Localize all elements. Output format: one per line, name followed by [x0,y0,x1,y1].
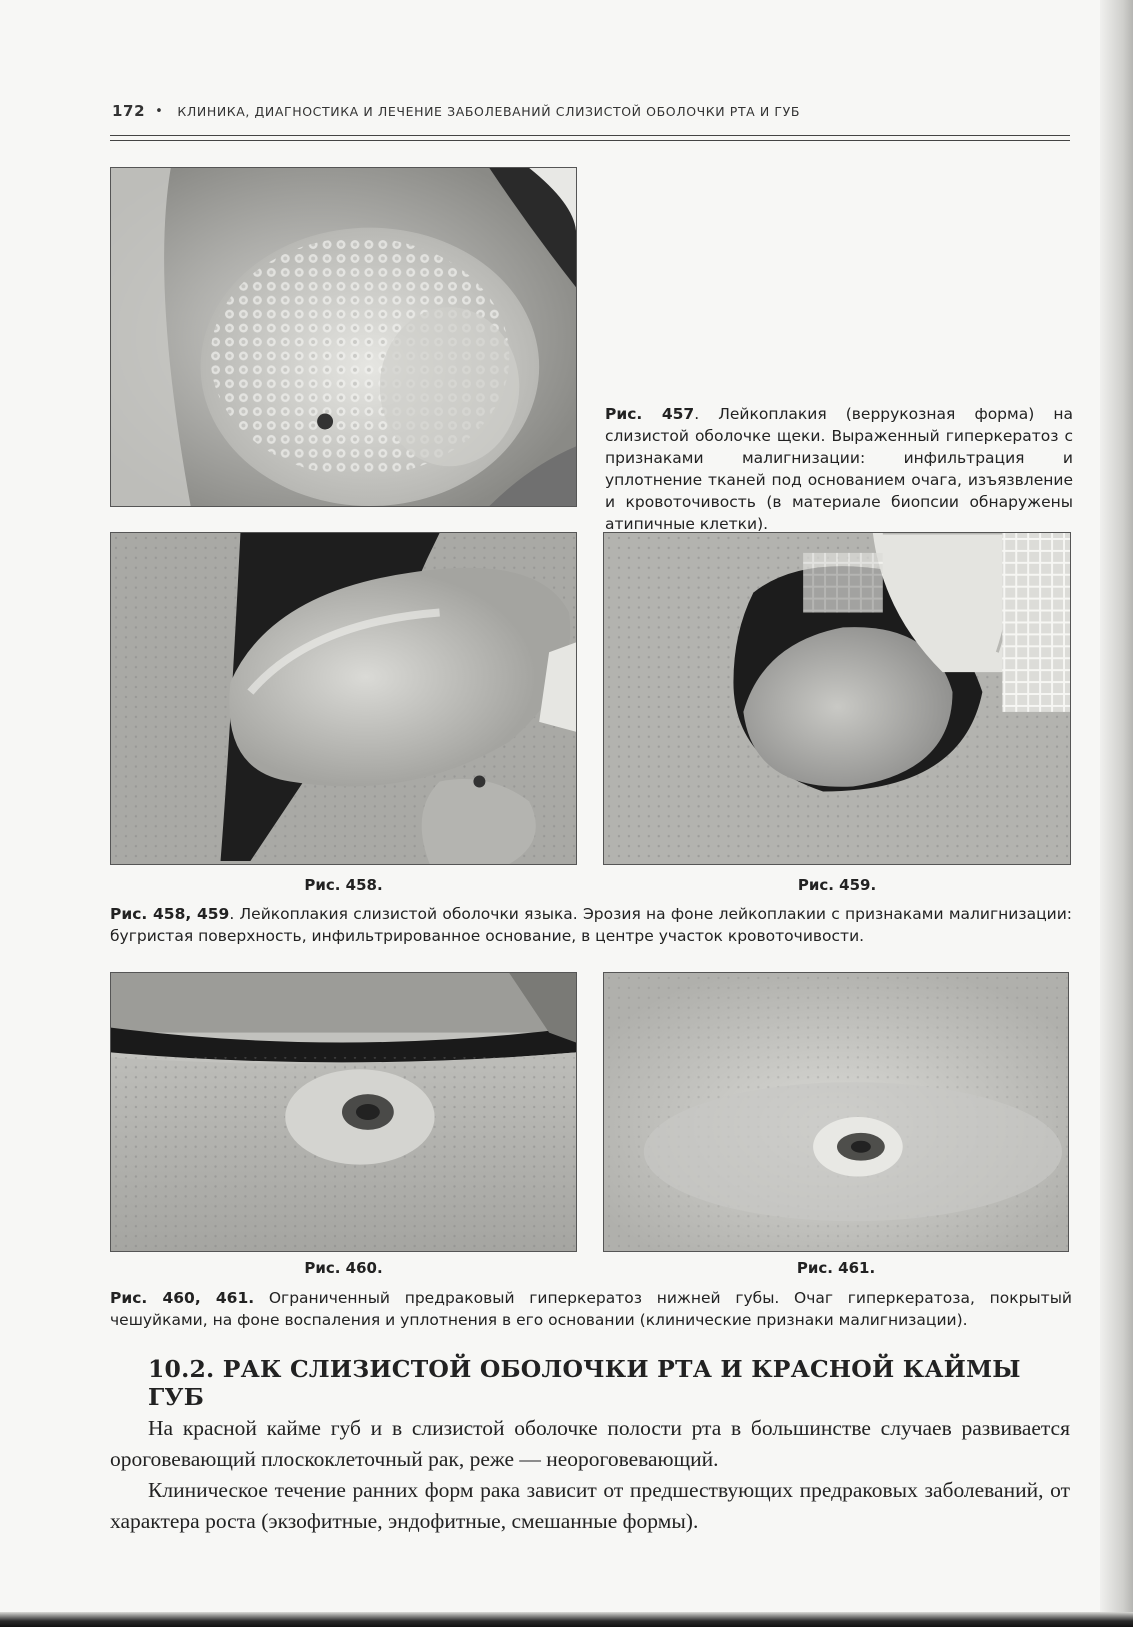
caption-fig-460-461-text: Ограниченный предраковый гиперкератоз нижней губы. Очаг гиперкератоза, покрытый чешуйками, на фоне воспаления и уплотнения в его основании (клинические признаки малигнизации). [110,1289,1073,1329]
photo-fig-458 [110,532,577,865]
caption-fig-458-459 [110,903,1072,947]
header-bullet: • [155,103,164,119]
body-paragraph-2: Клиническое течение ранних форм рака зависит от предшествующих предраковых заболеваний, от характера роста (экзофитные, эндофитные, смешанные формы). [110,1478,1070,1533]
running-title: КЛИНИКА, ДИАГНОСТИКА И ЛЕЧЕНИЕ ЗАБОЛЕВАНИЙ СЛИЗИСТОЙ ОБОЛОЧКИ РТА И ГУБ [177,103,801,119]
page-bottom-edge [0,1612,1133,1627]
photo-fig-459 [603,532,1071,865]
caption-fig-457 [605,403,1073,535]
section-title: 10.2. РАК СЛИЗИСТОЙ ОБОЛОЧКИ РТА И КРАСНОЙ КАЙМЫ ГУБ [148,1355,1021,1411]
caption-fig-458-459-text: . Лейкоплакия слизистой оболочки языка. Эрозия на фоне лейкоплакии с признаками малигнизации: бугристая поверхность, инфильтрированное основание, в центре участок кровоточивости. [110,905,1072,945]
photo-fig-457 [110,167,577,507]
header-rule-thick [110,135,1070,136]
page-edge-shadow [1100,0,1133,1627]
body-paragraph-1: На красной кайме губ и в слизистой оболочке полости рта в большинстве случаев развивается ороговевающий плоскоклеточный рак, реже — неороговевающий. [110,1416,1070,1471]
running-header [112,100,1072,122]
caption-fig-460-461 [110,1287,1072,1331]
caption-fig-457-label: Рис. 457 [605,405,695,423]
label-fig-461: Рис. 461. [796,1259,876,1277]
label-fig-459: Рис. 459. [797,876,877,894]
caption-fig-460-461-label: Рис. 460, 461. [110,1289,255,1307]
page-number: 172 [112,102,146,120]
caption-fig-458-459-label: Рис. 458, 459 [110,905,230,923]
header-rule-thin [110,140,1070,141]
label-fig-458: Рис. 458. [304,876,383,894]
label-fig-460: Рис. 460. [304,1259,383,1277]
caption-fig-457-text: . Лейкоплакия (веррукозная форма) на слизистой оболочке щеки. Выраженный гиперкератоз с признаками малигнизации: инфильтрация и уплотнение тканей под основанием очага, изъязвление и кровоточивость (в материале биопсии обнаружены атипичные клетки). [605,405,1073,533]
photo-fig-460 [110,972,577,1252]
photo-fig-461 [603,972,1069,1252]
